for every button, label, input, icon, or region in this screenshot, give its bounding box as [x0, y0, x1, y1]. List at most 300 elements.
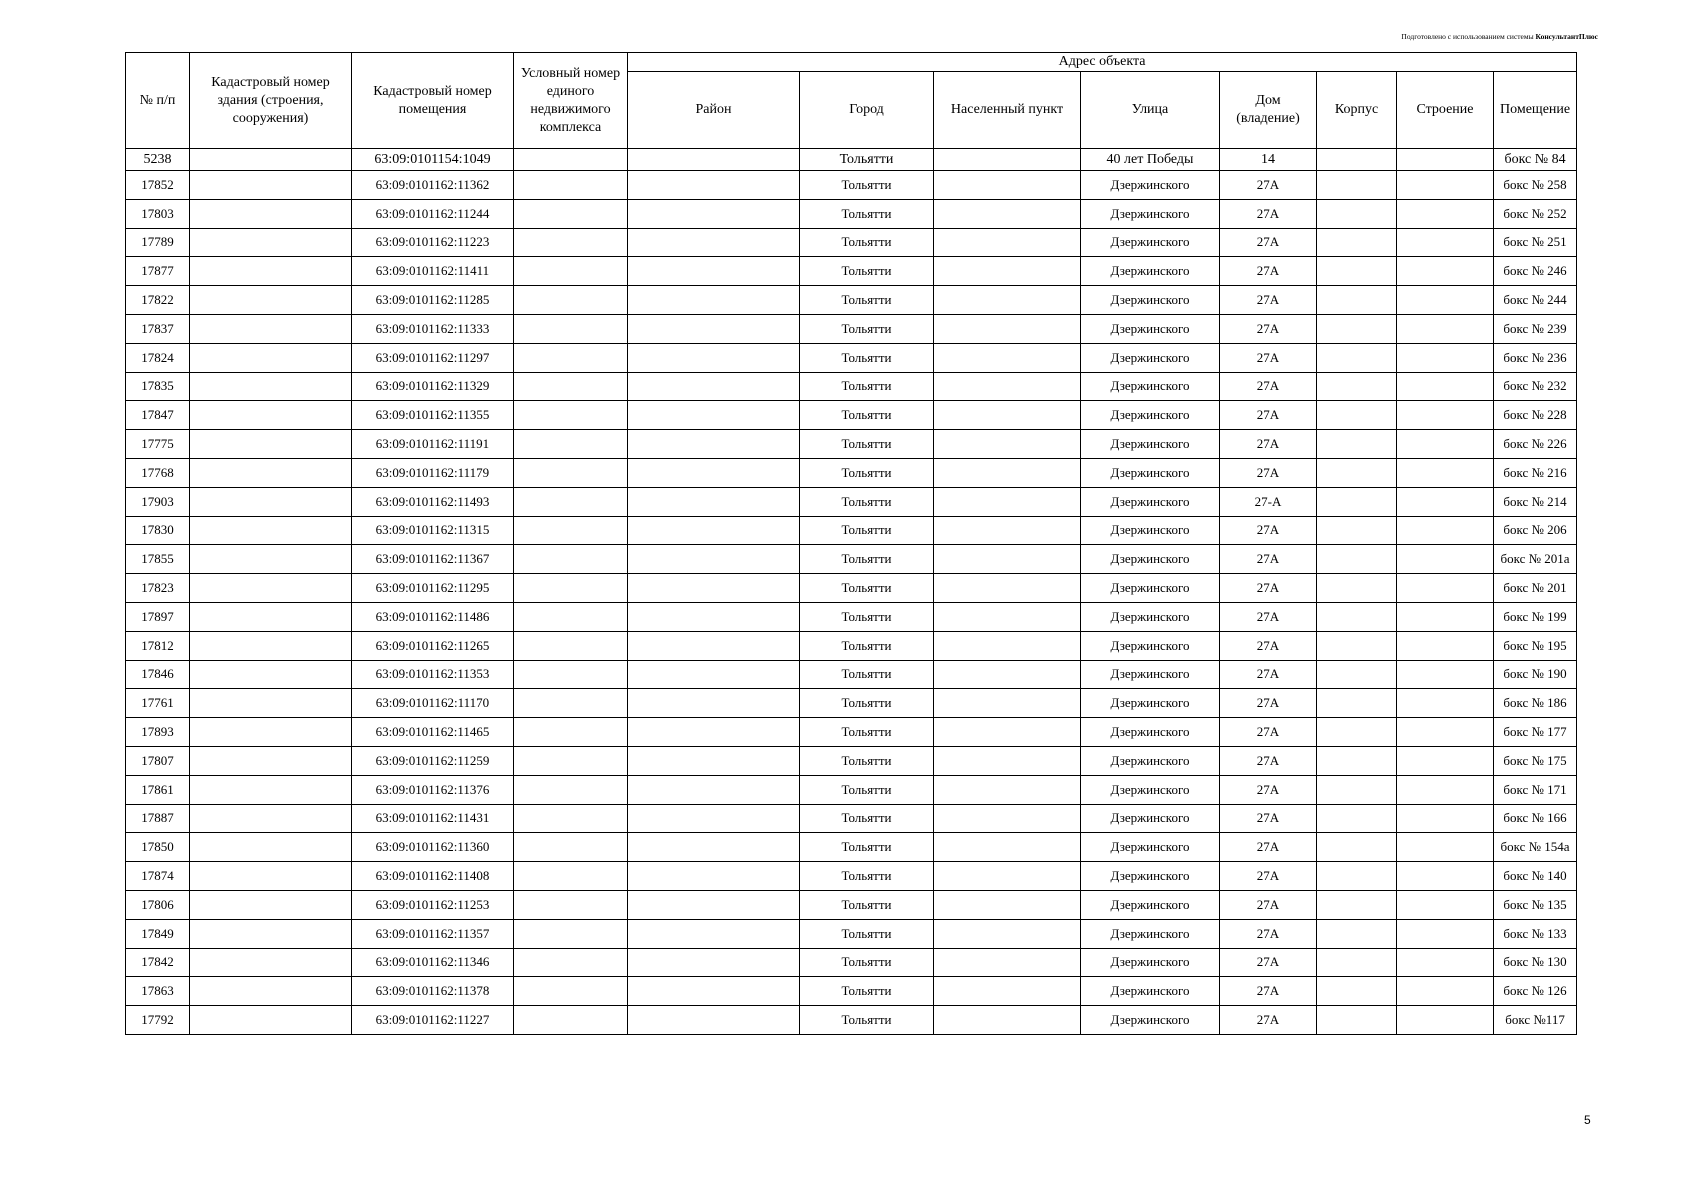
cell-building-cadastral — [190, 149, 352, 171]
cell-block — [1317, 602, 1397, 631]
cell-num: 17861 — [126, 775, 190, 804]
cell-block — [1317, 919, 1397, 948]
cell-city: Тольятти — [800, 149, 934, 171]
table-row — [126, 746, 1577, 775]
cell-complex-number — [514, 286, 628, 315]
cell-structure — [1397, 171, 1494, 200]
cell-settlement — [934, 833, 1081, 862]
cell-premise-cadastral: 63:09:0101162:11355 — [352, 401, 514, 430]
cell-num: 17830 — [126, 516, 190, 545]
page-number: 5 — [1584, 1113, 1591, 1127]
cell-house: 27А — [1220, 977, 1317, 1006]
cell-building-cadastral — [190, 862, 352, 891]
cell-num: 17789 — [126, 228, 190, 257]
cell-num: 17824 — [126, 343, 190, 372]
cell-premise-cadastral: 63:09:0101162:11191 — [352, 430, 514, 459]
cell-house: 27А — [1220, 631, 1317, 660]
cell-structure — [1397, 804, 1494, 833]
cell-block — [1317, 804, 1397, 833]
cell-district — [628, 286, 800, 315]
table-row — [126, 458, 1577, 487]
cell-premise-cadastral: 63:09:0101162:11360 — [352, 833, 514, 862]
cell-complex-number — [514, 833, 628, 862]
cell-house: 27А — [1220, 862, 1317, 891]
cell-num: 17775 — [126, 430, 190, 459]
cell-structure — [1397, 660, 1494, 689]
cell-premise: бокс № 206 — [1494, 516, 1577, 545]
cell-house: 27А — [1220, 516, 1317, 545]
cell-structure — [1397, 746, 1494, 775]
cell-street: Дзержинского — [1081, 689, 1220, 718]
cell-complex-number — [514, 171, 628, 200]
cell-district — [628, 545, 800, 574]
header-building-cadastral: Кадастровый номер здания (строения, сооружения) — [190, 53, 352, 149]
cell-district — [628, 833, 800, 862]
cell-settlement — [934, 631, 1081, 660]
cell-district — [628, 1006, 800, 1035]
cell-complex-number — [514, 948, 628, 977]
cell-num: 17835 — [126, 372, 190, 401]
table-row — [126, 149, 1577, 171]
cell-district — [628, 171, 800, 200]
cell-city: Тольятти — [800, 890, 934, 919]
cell-block — [1317, 833, 1397, 862]
cell-premise-cadastral: 63:09:0101162:11227 — [352, 1006, 514, 1035]
cell-district — [628, 314, 800, 343]
cell-premise: бокс № 246 — [1494, 257, 1577, 286]
cell-structure — [1397, 372, 1494, 401]
cell-structure — [1397, 228, 1494, 257]
cell-settlement — [934, 1006, 1081, 1035]
cell-district — [628, 401, 800, 430]
cell-building-cadastral — [190, 314, 352, 343]
cell-building-cadastral — [190, 372, 352, 401]
table-row — [126, 574, 1577, 603]
cell-num: 17823 — [126, 574, 190, 603]
cell-house: 27А — [1220, 1006, 1317, 1035]
table-row — [126, 343, 1577, 372]
cell-building-cadastral — [190, 545, 352, 574]
table-row — [126, 890, 1577, 919]
cell-complex-number — [514, 890, 628, 919]
cell-premise: бокс № 126 — [1494, 977, 1577, 1006]
cell-complex-number — [514, 631, 628, 660]
cell-complex-number — [514, 574, 628, 603]
cell-premise-cadastral: 63:09:0101162:11367 — [352, 545, 514, 574]
cell-settlement — [934, 602, 1081, 631]
cell-settlement — [934, 574, 1081, 603]
cell-city: Тольятти — [800, 718, 934, 747]
cell-district — [628, 689, 800, 718]
table-row — [126, 602, 1577, 631]
cell-district — [628, 919, 800, 948]
cell-premise: бокс № 244 — [1494, 286, 1577, 315]
cell-complex-number — [514, 516, 628, 545]
cell-street: Дзержинского — [1081, 804, 1220, 833]
cell-district — [628, 343, 800, 372]
cell-num: 17903 — [126, 487, 190, 516]
cell-settlement — [934, 199, 1081, 228]
cell-district — [628, 602, 800, 631]
cell-street: Дзержинского — [1081, 314, 1220, 343]
header-note — [1401, 32, 1598, 41]
cell-premise: бокс № 236 — [1494, 343, 1577, 372]
cell-settlement — [934, 401, 1081, 430]
cell-block — [1317, 430, 1397, 459]
table-row — [126, 257, 1577, 286]
cell-premise-cadastral: 63:09:0101154:1049 — [352, 149, 514, 171]
cell-num: 17874 — [126, 862, 190, 891]
cell-city: Тольятти — [800, 343, 934, 372]
cell-premise-cadastral: 63:09:0101162:11333 — [352, 314, 514, 343]
table-row — [126, 314, 1577, 343]
cell-num: 17897 — [126, 602, 190, 631]
cell-block — [1317, 286, 1397, 315]
cell-district — [628, 199, 800, 228]
cell-house: 27А — [1220, 430, 1317, 459]
cell-street: Дзержинского — [1081, 199, 1220, 228]
cell-premise-cadastral: 63:09:0101162:11411 — [352, 257, 514, 286]
cell-structure — [1397, 199, 1494, 228]
cell-house: 27А — [1220, 458, 1317, 487]
cell-building-cadastral — [190, 286, 352, 315]
cell-building-cadastral — [190, 602, 352, 631]
cell-settlement — [934, 458, 1081, 487]
cell-block — [1317, 343, 1397, 372]
cell-premise-cadastral: 63:09:0101162:11378 — [352, 977, 514, 1006]
cell-structure — [1397, 718, 1494, 747]
table-row — [126, 775, 1577, 804]
cell-settlement — [934, 343, 1081, 372]
cell-settlement — [934, 286, 1081, 315]
cell-block — [1317, 660, 1397, 689]
cell-block — [1317, 401, 1397, 430]
cell-num: 17761 — [126, 689, 190, 718]
cell-house: 27А — [1220, 372, 1317, 401]
cell-street: Дзержинского — [1081, 516, 1220, 545]
cell-house: 27А — [1220, 199, 1317, 228]
cell-settlement — [934, 689, 1081, 718]
header-complex-number: Условный номер единого недвижимого комплекса — [514, 53, 628, 149]
cell-premise-cadastral: 63:09:0101162:11357 — [352, 919, 514, 948]
cell-city: Тольятти — [800, 171, 934, 200]
cell-premise-cadastral: 63:09:0101162:11431 — [352, 804, 514, 833]
cell-structure — [1397, 1006, 1494, 1035]
cell-premise: бокс № 154а — [1494, 833, 1577, 862]
cell-premise: бокс №117 — [1494, 1006, 1577, 1035]
cell-settlement — [934, 257, 1081, 286]
cell-premise: бокс № 228 — [1494, 401, 1577, 430]
cell-city: Тольятти — [800, 430, 934, 459]
cell-structure — [1397, 631, 1494, 660]
cell-complex-number — [514, 689, 628, 718]
cell-num: 17792 — [126, 1006, 190, 1035]
cell-street: Дзержинского — [1081, 833, 1220, 862]
cell-premise: бокс № 166 — [1494, 804, 1577, 833]
cell-district — [628, 631, 800, 660]
cell-street: Дзержинского — [1081, 775, 1220, 804]
cell-building-cadastral — [190, 890, 352, 919]
cell-street: Дзержинского — [1081, 1006, 1220, 1035]
cell-district — [628, 430, 800, 459]
cell-premise: бокс № 186 — [1494, 689, 1577, 718]
cell-district — [628, 257, 800, 286]
cell-num: 17768 — [126, 458, 190, 487]
cell-block — [1317, 458, 1397, 487]
table-row — [126, 516, 1577, 545]
cell-city: Тольятти — [800, 487, 934, 516]
cell-structure — [1397, 948, 1494, 977]
cell-building-cadastral — [190, 833, 352, 862]
cell-city: Тольятти — [800, 286, 934, 315]
cell-premise: бокс № 140 — [1494, 862, 1577, 891]
cell-building-cadastral — [190, 660, 352, 689]
cell-structure — [1397, 862, 1494, 891]
cell-premise: бокс № 133 — [1494, 919, 1577, 948]
cell-district — [628, 574, 800, 603]
cell-premise-cadastral: 63:09:0101162:11285 — [352, 286, 514, 315]
cell-premise-cadastral: 63:09:0101162:11408 — [352, 862, 514, 891]
cell-house: 27-А — [1220, 487, 1317, 516]
cell-block — [1317, 718, 1397, 747]
cell-complex-number — [514, 401, 628, 430]
cell-complex-number — [514, 545, 628, 574]
cell-district — [628, 746, 800, 775]
cell-structure — [1397, 401, 1494, 430]
cell-complex-number — [514, 430, 628, 459]
cell-house: 27А — [1220, 948, 1317, 977]
cell-street: Дзержинского — [1081, 718, 1220, 747]
cell-city: Тольятти — [800, 862, 934, 891]
cell-complex-number — [514, 314, 628, 343]
cell-building-cadastral — [190, 689, 352, 718]
cell-num: 17846 — [126, 660, 190, 689]
cell-structure — [1397, 833, 1494, 862]
cell-house: 27А — [1220, 804, 1317, 833]
cell-city: Тольятти — [800, 545, 934, 574]
cell-building-cadastral — [190, 171, 352, 200]
cell-complex-number — [514, 149, 628, 171]
cell-premise: бокс № 171 — [1494, 775, 1577, 804]
cell-num: 17893 — [126, 718, 190, 747]
header-structure: Строение — [1397, 72, 1494, 149]
table-row — [126, 919, 1577, 948]
cell-premise-cadastral: 63:09:0101162:11297 — [352, 343, 514, 372]
table-row — [126, 718, 1577, 747]
cell-premise: бокс № 214 — [1494, 487, 1577, 516]
cell-premise: бокс № 201 — [1494, 574, 1577, 603]
cell-city: Тольятти — [800, 775, 934, 804]
cell-premise-cadastral: 63:09:0101162:11244 — [352, 199, 514, 228]
cell-settlement — [934, 487, 1081, 516]
cell-premise-cadastral: 63:09:0101162:11486 — [352, 602, 514, 631]
cell-settlement — [934, 804, 1081, 833]
cell-block — [1317, 171, 1397, 200]
cell-block — [1317, 545, 1397, 574]
cell-num: 17837 — [126, 314, 190, 343]
table-row — [126, 689, 1577, 718]
cell-street: Дзержинского — [1081, 401, 1220, 430]
cell-district — [628, 458, 800, 487]
cell-house: 27А — [1220, 286, 1317, 315]
cell-structure — [1397, 689, 1494, 718]
cell-district — [628, 372, 800, 401]
cell-structure — [1397, 458, 1494, 487]
cell-structure — [1397, 977, 1494, 1006]
cell-structure — [1397, 257, 1494, 286]
cell-block — [1317, 890, 1397, 919]
cell-building-cadastral — [190, 228, 352, 257]
cell-premise: бокс № 177 — [1494, 718, 1577, 747]
table-row — [126, 833, 1577, 862]
header-city: Город — [800, 72, 934, 149]
cell-block — [1317, 746, 1397, 775]
table-row — [126, 660, 1577, 689]
cell-premise: бокс № 130 — [1494, 948, 1577, 977]
cell-num: 17850 — [126, 833, 190, 862]
cell-settlement — [934, 977, 1081, 1006]
cell-city: Тольятти — [800, 919, 934, 948]
cell-num: 17803 — [126, 199, 190, 228]
cell-num: 17806 — [126, 890, 190, 919]
cell-premise: бокс № 195 — [1494, 631, 1577, 660]
cell-settlement — [934, 948, 1081, 977]
cell-premise-cadastral: 63:09:0101162:11179 — [352, 458, 514, 487]
cell-street: Дзержинского — [1081, 574, 1220, 603]
cell-city: Тольятти — [800, 372, 934, 401]
table-row — [126, 1006, 1577, 1035]
cell-house: 27А — [1220, 689, 1317, 718]
cell-district — [628, 228, 800, 257]
cell-house: 27А — [1220, 545, 1317, 574]
cell-complex-number — [514, 718, 628, 747]
cell-premise-cadastral: 63:09:0101162:11346 — [352, 948, 514, 977]
cell-structure — [1397, 775, 1494, 804]
table-row — [126, 977, 1577, 1006]
cell-district — [628, 775, 800, 804]
cell-house: 27А — [1220, 574, 1317, 603]
cell-block — [1317, 487, 1397, 516]
header-note-brand: КонсультантПлюс — [1535, 32, 1598, 41]
cell-street: Дзержинского — [1081, 286, 1220, 315]
cell-complex-number — [514, 228, 628, 257]
header-note-prefix: Подготовлено с использованием системы — [1401, 32, 1534, 41]
cell-street: Дзержинского — [1081, 602, 1220, 631]
cell-city: Тольятти — [800, 458, 934, 487]
cell-block — [1317, 1006, 1397, 1035]
header-house: Дом (владение) — [1220, 72, 1317, 149]
cell-district — [628, 718, 800, 747]
cell-settlement — [934, 171, 1081, 200]
cell-structure — [1397, 314, 1494, 343]
cell-block — [1317, 631, 1397, 660]
cell-complex-number — [514, 804, 628, 833]
cell-house: 27А — [1220, 228, 1317, 257]
cell-settlement — [934, 660, 1081, 689]
table-row — [126, 631, 1577, 660]
cell-premise: бокс № 252 — [1494, 199, 1577, 228]
cell-house: 27А — [1220, 890, 1317, 919]
cell-district — [628, 948, 800, 977]
cell-house: 27А — [1220, 602, 1317, 631]
header-district: Район — [628, 72, 800, 149]
cell-street: Дзержинского — [1081, 919, 1220, 948]
cell-complex-number — [514, 919, 628, 948]
cell-city: Тольятти — [800, 746, 934, 775]
cell-block — [1317, 314, 1397, 343]
cell-num: 17842 — [126, 948, 190, 977]
cell-complex-number — [514, 977, 628, 1006]
cell-settlement — [934, 718, 1081, 747]
cell-complex-number — [514, 487, 628, 516]
cell-num: 17847 — [126, 401, 190, 430]
cell-building-cadastral — [190, 919, 352, 948]
cell-house: 27А — [1220, 314, 1317, 343]
cell-city: Тольятти — [800, 1006, 934, 1035]
cell-premise: бокс № 84 — [1494, 149, 1577, 171]
cell-premise-cadastral: 63:09:0101162:11223 — [352, 228, 514, 257]
cell-building-cadastral — [190, 775, 352, 804]
cell-structure — [1397, 602, 1494, 631]
cell-city: Тольятти — [800, 257, 934, 286]
cell-street: 40 лет Победы — [1081, 149, 1220, 171]
cell-city: Тольятти — [800, 314, 934, 343]
table-row — [126, 401, 1577, 430]
cell-house: 27А — [1220, 746, 1317, 775]
cell-street: Дзержинского — [1081, 343, 1220, 372]
table-row — [126, 228, 1577, 257]
cell-city: Тольятти — [800, 516, 934, 545]
cell-premise-cadastral: 63:09:0101162:11265 — [352, 631, 514, 660]
cell-premise: бокс № 201а — [1494, 545, 1577, 574]
cell-settlement — [934, 430, 1081, 459]
cell-district — [628, 516, 800, 545]
cell-street: Дзержинского — [1081, 977, 1220, 1006]
cell-num: 17807 — [126, 746, 190, 775]
cell-structure — [1397, 516, 1494, 545]
header-num: № п/п — [126, 53, 190, 149]
cell-block — [1317, 574, 1397, 603]
cell-structure — [1397, 487, 1494, 516]
cell-settlement — [934, 372, 1081, 401]
cell-premise-cadastral: 63:09:0101162:11465 — [352, 718, 514, 747]
cell-block — [1317, 372, 1397, 401]
cell-complex-number — [514, 775, 628, 804]
cell-street: Дзержинского — [1081, 948, 1220, 977]
header-address-group: Адрес объекта — [628, 53, 1577, 72]
cell-block — [1317, 862, 1397, 891]
cell-city: Тольятти — [800, 689, 934, 718]
cell-num: 17822 — [126, 286, 190, 315]
cell-premise: бокс № 199 — [1494, 602, 1577, 631]
cell-settlement — [934, 149, 1081, 171]
cell-complex-number — [514, 602, 628, 631]
table-row — [126, 171, 1577, 200]
cell-house: 27А — [1220, 919, 1317, 948]
cell-structure — [1397, 286, 1494, 315]
cell-building-cadastral — [190, 257, 352, 286]
header-street: Улица — [1081, 72, 1220, 149]
cell-complex-number — [514, 458, 628, 487]
cell-premise-cadastral: 63:09:0101162:11362 — [352, 171, 514, 200]
cell-block — [1317, 228, 1397, 257]
cell-complex-number — [514, 257, 628, 286]
cell-city: Тольятти — [800, 602, 934, 631]
table-body — [126, 149, 1577, 1035]
header-premise: Помещение — [1494, 72, 1577, 149]
cell-structure — [1397, 919, 1494, 948]
cell-house: 27А — [1220, 401, 1317, 430]
